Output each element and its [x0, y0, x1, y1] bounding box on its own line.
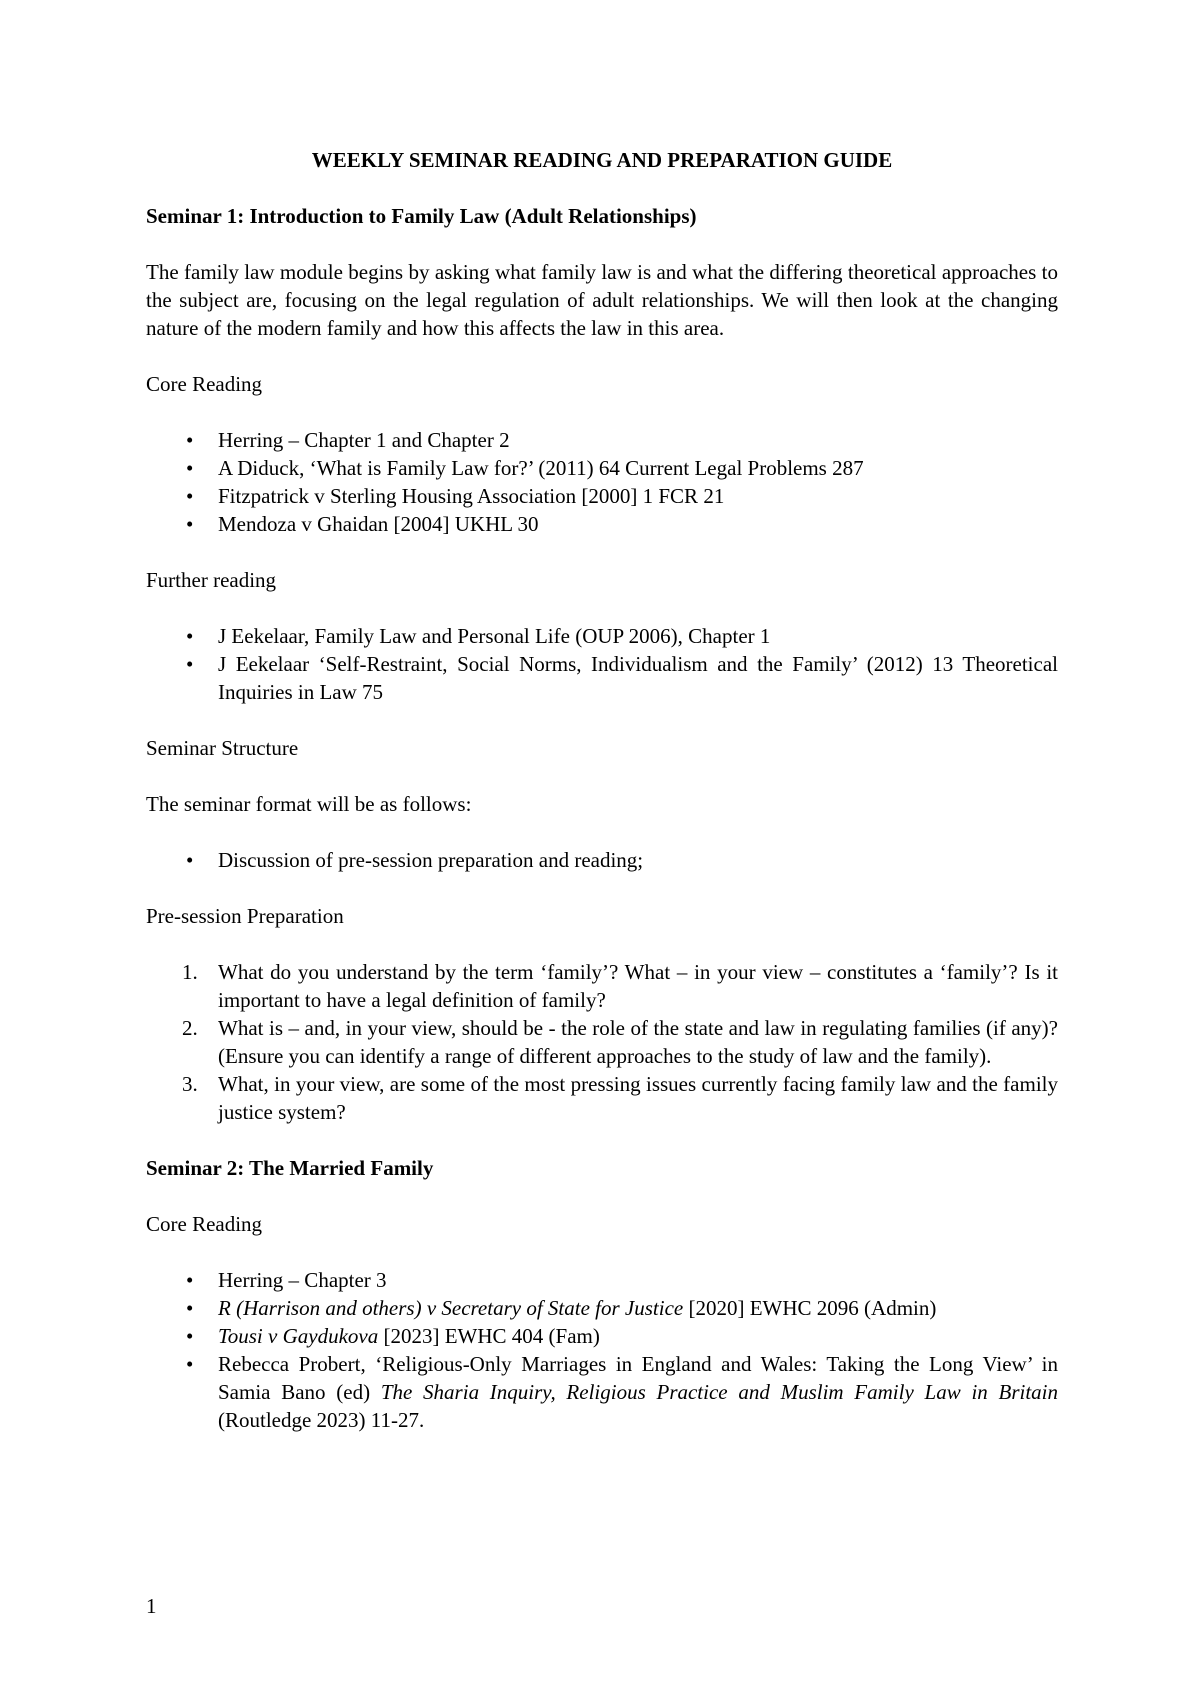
- seminar-1-core-reading-label: Core Reading: [146, 372, 263, 396]
- list-item: • A Diduck, ‘What is Family Law for?’ (2011) 64 Current Legal Problems 287: [186, 456, 864, 480]
- bullet-icon: •: [186, 484, 194, 508]
- list-item: • J Eekelaar ‘Self-Restraint, Social Norms, Individualism and the Family’ (2012) 13 Theoretical Inquiries in Law 75: [186, 652, 1058, 704]
- list-item: 2. What is – and, in your view, should be - the role of the state and law in regulating families (if any)? (Ensure you can identify a range of different approaches to the study of law and the family).: [182, 1016, 1058, 1068]
- page-content: [146, 146, 1058, 1434]
- bullet-icon: •: [186, 624, 194, 648]
- list-item: • Tousi v Gaydukova [2023] EWHC 404 (Fam): [186, 1324, 600, 1348]
- case-name: R (Harrison and others) v Secretary of State for Justice: [218, 1296, 684, 1320]
- seminar-1-further-reading-list: [146, 622, 1058, 706]
- list-number: 2.: [182, 1016, 198, 1040]
- list-item: • Rebecca Probert, ‘Religious-Only Marriages in England and Wales: Taking the Long View’ in Samia Bano (ed) The Sharia Inquiry, Religious Practice and Muslim Family Law in Britain (Routledge 2023) 11-27.: [186, 1352, 1059, 1432]
- list-item: • Discussion of pre-session preparation and reading;: [186, 848, 644, 872]
- case-name: Tousi v Gaydukova: [218, 1324, 379, 1348]
- list-item: • Mendoza v Ghaidan [2004] UKHL 30: [186, 512, 539, 536]
- pre-session-questions-list: [146, 958, 1058, 1126]
- page-number: 1: [146, 1594, 157, 1618]
- bullet-icon: •: [186, 848, 194, 872]
- document-title: WEEKLY SEMINAR READING AND PREPARATION GUIDE: [311, 148, 893, 172]
- seminar-1-heading: Seminar 1: Introduction to Family Law (Adult Relationships): [146, 204, 697, 228]
- pre-session-preparation-label: Pre-session Preparation: [146, 904, 344, 928]
- bullet-icon: •: [186, 1352, 194, 1376]
- list-item: 1. What do you understand by the term ‘family’? What – in your view – constitutes a ‘family’? Is it important to have a legal definition of family?: [182, 960, 1058, 1012]
- book-title: The Sharia Inquiry, Religious Practice and Muslim Family Law in Britain: [380, 1380, 1059, 1404]
- seminar-1-intro: The family law module begins by asking what family law is and what the differing theoretical approaches to the subject are, focusing on the legal regulation of adult relationships. We will then look at the changing nature of the modern family and how this affects the law in this area.: [146, 260, 1058, 340]
- list-number: 1.: [182, 960, 198, 984]
- bullet-icon: •: [186, 428, 194, 452]
- list-item: • Fitzpatrick v Sterling Housing Association [2000] 1 FCR 21: [186, 484, 725, 508]
- list-item: • J Eekelaar, Family Law and Personal Life (OUP 2006), Chapter 1: [186, 624, 771, 648]
- seminar-format-list: [146, 846, 1058, 874]
- bullet-icon: •: [186, 1268, 194, 1292]
- bullet-icon: •: [186, 456, 194, 480]
- seminar-structure-label: Seminar Structure: [146, 736, 299, 760]
- seminar-2-core-reading-list: [146, 1266, 1058, 1434]
- bullet-icon: •: [186, 512, 194, 536]
- seminar-2-heading: Seminar 2: The Married Family: [146, 1156, 434, 1180]
- list-number: 3.: [182, 1072, 198, 1096]
- seminar-1-further-reading-label: Further reading: [146, 568, 277, 592]
- list-item: • R (Harrison and others) v Secretary of State for Justice [2020] EWHC 2096 (Admin): [186, 1296, 937, 1320]
- list-item: • Herring – Chapter 3: [186, 1268, 387, 1292]
- list-item: • Herring – Chapter 1 and Chapter 2: [186, 428, 510, 452]
- bullet-icon: •: [186, 652, 194, 676]
- bullet-icon: •: [186, 1296, 194, 1320]
- list-item: 3. What, in your view, are some of the most pressing issues currently facing family law and the family justice system?: [182, 1072, 1058, 1124]
- seminar-format-text: The seminar format will be as follows:: [146, 792, 472, 816]
- seminar-1-core-reading-list: [146, 426, 1058, 538]
- bullet-icon: •: [186, 1324, 194, 1348]
- seminar-2-core-reading-label: Core Reading: [146, 1212, 263, 1236]
